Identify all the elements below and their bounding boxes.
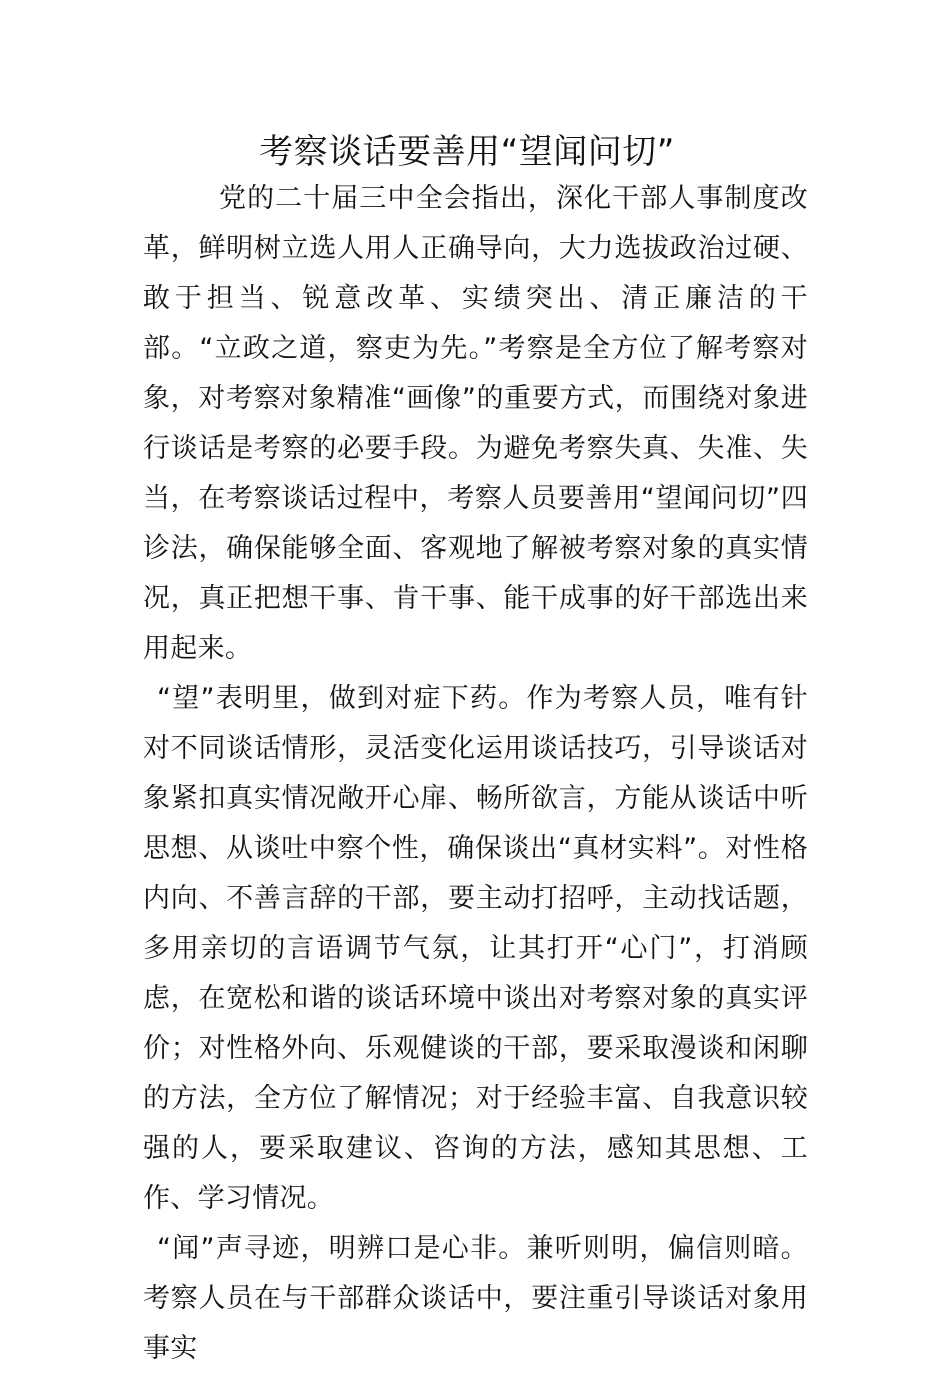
paragraph-wen: “闻”声寻迹，明辨口是心非。兼听则明，偏信则暗。考察人员在与干部群众谈话中，要注重引导谈话对象用事实 xyxy=(143,1233,808,1364)
document-title: 考察谈话要善用“望闻问切” xyxy=(259,132,675,172)
document-body xyxy=(143,174,808,1374)
paragraph-intro: 党的二十届三中全会指出，深化干部人事制度改革，鲜明树立选人用人正确导向，大力选拔政治过硬、敢于担当、锐意改革、实绩突出、清正廉洁的干部。“立政之道，察吏为先。”考察是全方位了解考察对象，对考察对象精准“画像”的重要方式，而围绕对象进行谈话是考察的必要手段。为避免考察失真、失准、失当，在考察谈话过程中，考察人员要善用“望闻问切”四诊法，确保能够全面、客观地了解被考察对象的真实情况，真正把想干事、肯干事、能干成事的好干部选出来用起来。 xyxy=(143,183,808,664)
paragraph-wang: “望”表明里，做到对症下药。作为考察人员，唯有针对不同谈话情形，灵活变化运用谈话技巧，引导谈话对象紧扣真实情况敞开心扉、畅所欲言，方能从谈话中听思想、从谈吐中察个性，确保谈出“真材实料”。对性格内向、不善言辞的干部，要主动打招呼，主动找话题，多用亲切的言语调节气氛，让其打开“心门”，打消顾虑，在宽松和谐的谈话环境中谈出对考察对象的真实评价；对性格外向、乐观健谈的干部，要采取漫谈和闲聊的方法，全方位了解情况；对于经验丰富、自我意识较强的人，要采取建议、咨询的方法，感知其思想、工作、学习情况。 xyxy=(143,683,808,1214)
